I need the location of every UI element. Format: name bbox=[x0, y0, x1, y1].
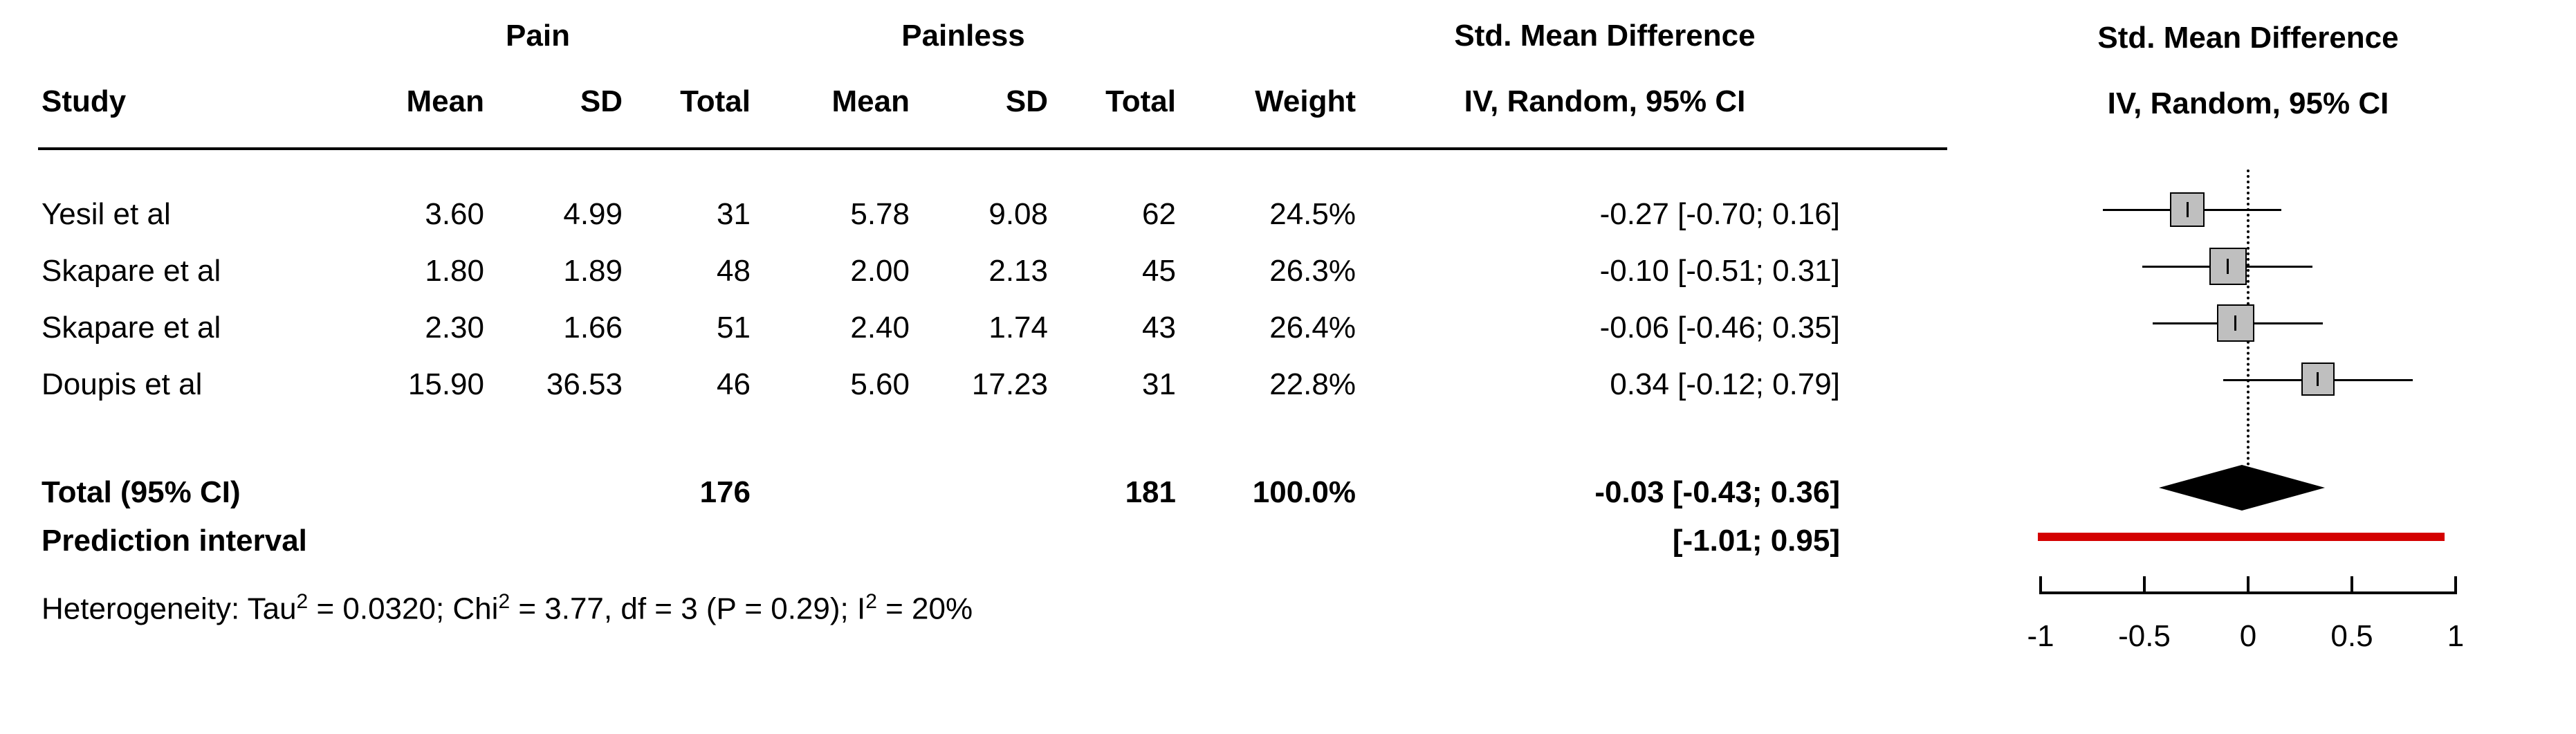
table-row-sd-pain: 36.53 bbox=[546, 367, 623, 401]
table-row-sd-painless: 17.23 bbox=[971, 367, 1048, 401]
table-row-mean-pain: 3.60 bbox=[425, 197, 484, 231]
heterogeneity-line bbox=[42, 591, 973, 625]
table-row-weight: 26.3% bbox=[1269, 254, 1356, 288]
table-row-total-painless: 43 bbox=[1142, 311, 1176, 345]
table-row-total-painless: 45 bbox=[1142, 254, 1176, 288]
effect-header-line1: Std. Mean Difference bbox=[1454, 19, 1756, 53]
x-axis-tick bbox=[2350, 576, 2353, 591]
table-row-study: Yesil et al bbox=[42, 197, 171, 231]
heterogeneity-mid1: = 0.0320; Chi bbox=[308, 591, 499, 626]
table-row-effect: -0.27 [-0.70; 0.16] bbox=[1599, 197, 1840, 231]
x-axis-tick bbox=[2454, 576, 2457, 591]
effect-header-line2: IV, Random, 95% CI bbox=[1464, 84, 1746, 118]
heterogeneity-sup-i: 2 bbox=[865, 590, 877, 613]
total-row-effect: -0.03 [-0.43; 0.36] bbox=[1594, 475, 1840, 509]
x-axis-tick bbox=[2039, 576, 2042, 591]
table-row-total-pain: 31 bbox=[717, 197, 751, 231]
prediction-interval-effect: [-1.01; 0.95] bbox=[1672, 524, 1840, 558]
table-row-total-pain: 46 bbox=[717, 367, 751, 401]
table-row-mean-pain: 2.30 bbox=[425, 311, 484, 345]
table-row-study: Skapare et al bbox=[42, 311, 221, 345]
x-axis-line bbox=[2039, 591, 2457, 594]
table-row-effect: -0.10 [-0.51; 0.31] bbox=[1599, 254, 1840, 288]
panel-title-line2: IV, Random, 95% CI bbox=[2107, 86, 2389, 120]
pooled-effect-diamond bbox=[1937, 457, 2559, 519]
column-header-sd-painless: SD bbox=[1005, 84, 1048, 118]
table-row-study: Skapare et al bbox=[42, 254, 221, 288]
x-axis-tick bbox=[2247, 576, 2250, 591]
table-row-total-pain: 51 bbox=[717, 311, 751, 345]
column-header-study: Study bbox=[42, 84, 127, 118]
panel-title-line1: Std. Mean Difference bbox=[2097, 21, 2399, 55]
header-divider bbox=[38, 147, 1947, 150]
column-header-total-pain: Total bbox=[680, 84, 751, 118]
effect-marker-study-4 bbox=[2317, 372, 2319, 386]
table-row-sd-pain: 4.99 bbox=[563, 197, 623, 231]
table-row-total-painless: 31 bbox=[1142, 367, 1176, 401]
table-row-sd-pain: 1.89 bbox=[563, 254, 623, 288]
table-row-sd-painless: 1.74 bbox=[988, 311, 1048, 345]
x-axis-label: 0.5 bbox=[2330, 619, 2373, 653]
table-row-study: Doupis et al bbox=[42, 367, 203, 401]
table-row-sd-painless: 2.13 bbox=[988, 254, 1048, 288]
heterogeneity-suffix: = 20% bbox=[876, 591, 973, 626]
heterogeneity-sup-chi: 2 bbox=[498, 590, 510, 613]
table-row-mean-painless: 2.00 bbox=[850, 254, 910, 288]
table-row-mean-painless: 5.78 bbox=[850, 197, 910, 231]
group-header-pain: Pain bbox=[506, 19, 570, 53]
forest-plot-panel bbox=[1937, 0, 2559, 734]
table-row-mean-pain: 1.80 bbox=[425, 254, 484, 288]
prediction-interval-bar bbox=[2038, 533, 2445, 541]
x-axis-label: 1 bbox=[2447, 619, 2465, 653]
column-header-weight: Weight bbox=[1255, 84, 1356, 118]
table-row-mean-painless: 2.40 bbox=[850, 311, 910, 345]
total-row-label: Total (95% CI) bbox=[42, 475, 241, 509]
table-row-mean-painless: 5.60 bbox=[850, 367, 910, 401]
total-row-total-pain: 176 bbox=[699, 475, 751, 509]
prediction-interval-label: Prediction interval bbox=[42, 524, 307, 558]
table-row-total-painless: 62 bbox=[1142, 197, 1176, 231]
column-header-total-painless: Total bbox=[1105, 84, 1176, 118]
x-axis-tick bbox=[2143, 576, 2146, 591]
x-axis-label: -1 bbox=[2027, 619, 2054, 653]
heterogeneity-sup-tau: 2 bbox=[296, 590, 309, 613]
total-row-weight: 100.0% bbox=[1252, 475, 1356, 509]
table-row-total-pain: 48 bbox=[717, 254, 751, 288]
column-header-sd-pain: SD bbox=[580, 84, 623, 118]
effect-marker-study-1 bbox=[2187, 202, 2189, 217]
table-row-sd-painless: 9.08 bbox=[988, 197, 1048, 231]
table-row-weight: 22.8% bbox=[1269, 367, 1356, 401]
x-axis-label: -0.5 bbox=[2118, 619, 2171, 653]
table-row-weight: 26.4% bbox=[1269, 311, 1356, 345]
group-header-painless: Painless bbox=[901, 19, 1025, 53]
table-row-effect: -0.06 [-0.46; 0.35] bbox=[1599, 311, 1840, 345]
table-row-mean-pain: 15.90 bbox=[407, 367, 484, 401]
table-row-sd-pain: 1.66 bbox=[563, 311, 623, 345]
table-row-weight: 24.5% bbox=[1269, 197, 1356, 231]
x-axis-label: 0 bbox=[2239, 619, 2257, 653]
column-header-mean-painless: Mean bbox=[831, 84, 910, 118]
table-row-effect: 0.34 [-0.12; 0.79] bbox=[1610, 367, 1840, 401]
total-row-total-painless: 181 bbox=[1125, 475, 1176, 509]
effect-marker-study-2 bbox=[2227, 259, 2229, 274]
heterogeneity-prefix: Heterogeneity: Tau bbox=[42, 591, 297, 626]
heterogeneity-mid2: = 3.77, df = 3 (P = 0.29); I bbox=[510, 591, 866, 626]
column-header-mean-pain: Mean bbox=[406, 84, 484, 118]
effect-marker-study-3 bbox=[2234, 315, 2236, 331]
